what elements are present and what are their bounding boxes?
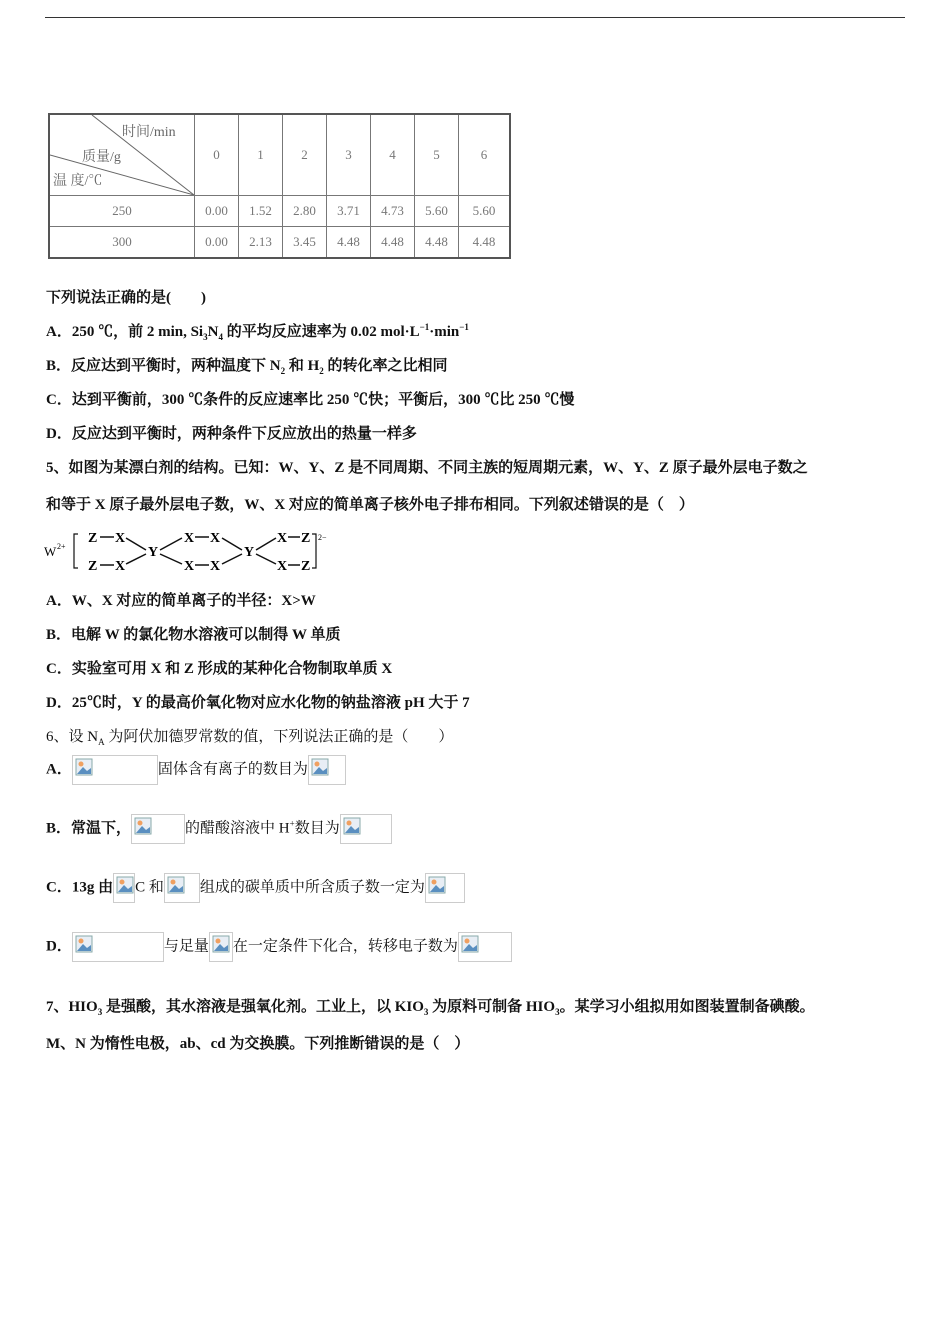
broken-image-icon xyxy=(458,932,512,962)
q7-line2: M、N 为惰性电极，ab、cd 为交换膜。下列推断错误的是（ ） xyxy=(46,1036,470,1052)
q6-stem xyxy=(46,725,453,747)
table-cell: 4.73 xyxy=(371,196,415,227)
text: 与足量 xyxy=(163,938,209,955)
subscript: 4 xyxy=(218,332,223,342)
text: A．250 ℃，前 2 min, Si xyxy=(46,324,204,340)
atom-x: X xyxy=(184,531,195,546)
text: 的醋酸溶液中 H xyxy=(185,820,290,837)
text: 的转化率之比相同 xyxy=(323,358,448,374)
atom-x: X xyxy=(277,559,288,574)
header-temp-label: 温 度/℃ xyxy=(53,174,103,189)
broken-image-icon xyxy=(131,814,185,844)
text: 为阿伏加德罗常数的值，下列说法正确的是（ ） xyxy=(104,729,454,745)
subscript: 2 xyxy=(280,366,286,376)
q5-option-b: B．电解 W 的氯化物水溶液可以制得 W 单质 xyxy=(46,627,341,643)
text: 7、HIO xyxy=(46,999,98,1015)
superscript: −1 xyxy=(459,322,469,332)
q6-option-b xyxy=(46,814,392,844)
table-cell: 4.48 xyxy=(327,227,371,258)
atom-x: X xyxy=(115,531,126,546)
text: 固体含有离子的数目为 xyxy=(157,761,308,778)
table-cell: 3.45 xyxy=(283,227,327,258)
text: 在一定条件下化合，转移电子数为 xyxy=(232,938,458,955)
time-header-4: 4 xyxy=(371,114,415,196)
broken-image-icon xyxy=(164,873,200,903)
text: 为原料可制备 HIO xyxy=(428,999,556,1015)
q4-option-b xyxy=(46,354,448,376)
text: 和 H xyxy=(285,358,320,374)
text: ·min xyxy=(429,324,460,340)
table-cell: 5.60 xyxy=(415,196,459,227)
row-temp: 300 xyxy=(49,227,195,258)
option-label: B．常温下， xyxy=(46,820,132,837)
text: 是强酸，其水溶液是强氧化剂。工业上，以 KIO xyxy=(102,999,424,1015)
formula-charge: 2− xyxy=(318,533,327,542)
text: N xyxy=(207,324,219,340)
formula-w: W xyxy=(44,544,57,559)
q5-option-a: A．W、X 对应的简单离子的半径：X>W xyxy=(46,593,316,609)
table-cell: 0.00 xyxy=(195,196,239,227)
time-header-5: 5 xyxy=(415,114,459,196)
atom-x: X xyxy=(277,531,288,546)
option-label: C．13g 由 xyxy=(46,879,114,896)
row-temp: 250 xyxy=(49,196,195,227)
q4-option-d: D．反应达到平衡时，两种条件下反应放出的热量一样多 xyxy=(46,426,417,442)
table-cell: 3.71 xyxy=(327,196,371,227)
time-header-2: 2 xyxy=(283,114,327,196)
text: 组成的碳单质中所含质子数一定为 xyxy=(199,879,425,896)
data-table xyxy=(48,113,511,259)
q6-option-c xyxy=(46,873,465,903)
atom-x: X xyxy=(115,559,126,574)
broken-image-icon xyxy=(340,814,392,844)
broken-image-icon xyxy=(425,873,465,903)
text: 数目为 xyxy=(294,820,340,837)
header-rule xyxy=(45,17,905,18)
option-label: A． xyxy=(46,761,72,778)
table-cell: 1.52 xyxy=(239,196,283,227)
broken-image-icon xyxy=(308,755,346,785)
text: 。某学习小组拟用如图装置制备碘酸。 xyxy=(559,999,815,1015)
text: 的平均反应速率为 0.02 mol·L xyxy=(222,324,420,340)
time-header-1: 1 xyxy=(239,114,283,196)
q4-option-c: C．达到平衡前，300 ℃条件的反应速率比 250 ℃快；平衡后，300 ℃比 250 ℃慢 xyxy=(46,392,575,408)
header-time-label: 时间/min xyxy=(122,125,176,140)
atom-x: X xyxy=(184,559,195,574)
table-cell: 4.48 xyxy=(415,227,459,258)
q4-stem: 下列说法正确的是( ) xyxy=(46,290,206,306)
text: 6、设 N xyxy=(46,729,99,745)
subscript: A xyxy=(98,737,105,747)
table-header-row xyxy=(49,114,510,196)
q6-option-a xyxy=(46,755,346,785)
atom-z: Z xyxy=(88,559,98,574)
formula-w-charge: 2+ xyxy=(57,542,66,551)
atom-z: Z xyxy=(88,531,98,546)
time-header-0: 0 xyxy=(195,114,239,196)
table-cell: 2.80 xyxy=(283,196,327,227)
subscript: 3 xyxy=(203,332,208,342)
broken-image-icon xyxy=(72,755,158,785)
q6-option-d xyxy=(46,932,512,962)
broken-image-icon xyxy=(72,932,164,962)
broken-image-icon xyxy=(209,932,233,962)
table-row xyxy=(49,196,510,227)
q5-stem-line1: 5、如图为某漂白剂的结构。已知：W、Y、Z 是不同周期、不同主族的短周期元素，W、Y、Z 原子最外层电子数之 xyxy=(46,460,808,476)
q7-line1 xyxy=(46,995,815,1017)
atom-z: Z xyxy=(301,531,311,546)
table-cell: 4.48 xyxy=(459,227,511,258)
atom-x: X xyxy=(210,559,221,574)
superscript: −1 xyxy=(419,322,430,332)
text: B．反应达到平衡时，两种温度下 N xyxy=(46,358,281,374)
subscript: 2 xyxy=(319,366,324,376)
subscript: 3 xyxy=(423,1007,429,1017)
subscript: 3 xyxy=(555,1007,560,1017)
atom-y: Y xyxy=(148,545,159,560)
structure-formula xyxy=(44,528,344,580)
q5-option-c: C．实验室可用 X 和 Z 形成的某种化合物制取单质 X xyxy=(46,661,393,677)
time-header-3: 3 xyxy=(327,114,371,196)
text: C 和 xyxy=(135,879,164,896)
superscript: + xyxy=(289,818,295,829)
table-cell: 0.00 xyxy=(195,227,239,258)
table-row xyxy=(49,227,510,258)
table-cell: 4.48 xyxy=(371,227,415,258)
atom-x: X xyxy=(210,531,221,546)
structure-diagram xyxy=(44,528,344,576)
option-label: D． xyxy=(46,938,72,955)
table-cell: 5.60 xyxy=(459,196,511,227)
atom-y: Y xyxy=(244,545,255,560)
subscript: 3 xyxy=(97,1007,103,1017)
atom-z: Z xyxy=(301,559,311,574)
q4-option-a xyxy=(46,320,469,342)
header-mass-label: 质量/g xyxy=(82,150,121,165)
broken-image-icon xyxy=(113,873,135,903)
q5-stem-line2: 和等于 X 原子最外层电子数，W、X 对应的简单离子核外电子排布相同。下列叙述错误的是（ ） xyxy=(46,497,694,513)
q5-option-d: D．25℃时，Y 的最高价氧化物对应水化物的钠盐溶液 pH 大于 7 xyxy=(46,695,470,711)
table-cell: 2.13 xyxy=(239,227,283,258)
time-header-6: 6 xyxy=(459,114,511,196)
diagonal-header-cell xyxy=(49,114,195,196)
